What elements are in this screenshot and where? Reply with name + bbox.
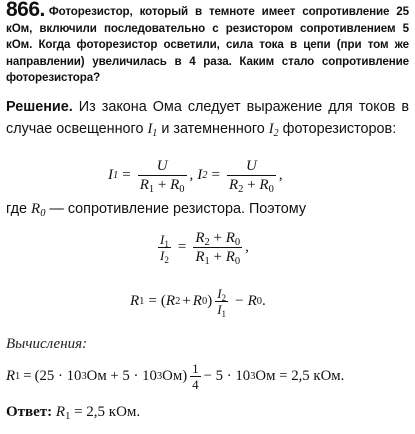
solution-text-3: фоторезисторов: bbox=[282, 120, 397, 137]
current-ratio-formula: $\frac{I_1}{I_2}$ = $\frac{R_2 + R_0}{R_1 + R_0}$ , bbox=[160, 230, 249, 267]
solution-text-1: Из закона Ома следует выражение для токов в случае освещенного bbox=[6, 99, 409, 137]
fraction-one-quarter: $\frac{1}{4}$ bbox=[192, 361, 199, 392]
calculations-label: Вычисления: bbox=[6, 336, 88, 352]
where-line: где $R_0$ — сопротивление резистора. Поэтому bbox=[6, 201, 307, 219]
answer-line: Ответ: $R_1 = 2,5$ кОм. bbox=[6, 404, 141, 422]
fraction-i2-i1: $\frac{I_2}{I_1}$ bbox=[217, 286, 227, 319]
fraction-i1: $\frac{U}{R_1 + R_0}$ bbox=[139, 158, 185, 195]
symbol-i1: $I_1$ bbox=[147, 120, 158, 139]
fraction-resistance-ratio: $\frac{R_2 + R_0}{R_1 + R_0}$ bbox=[195, 230, 241, 267]
solution-text-2: и затемненного bbox=[161, 120, 265, 137]
solution-paragraph bbox=[6, 97, 409, 140]
fraction-i2: $\frac{U}{R_2 + R_0}$ bbox=[229, 158, 274, 195]
problem-text: Фоторезистор, который в темноте имеет сопротивление 25 кОм, включили последовательно с резистором сопротивлением 5 кОм. Когда фоторезистор осветили, сила тока в цепи (при том же направлении) увеличилась в 4 раза. Каким стало сопротивление фоторезистора? bbox=[6, 5, 409, 85]
answer-value: = 2,5 кОм. bbox=[70, 404, 141, 420]
ohm-law-formula: I 1 = $\frac{U}{R_1 + R_0}$ , I 2 = $\frac{U}{R_2 + R_0}$ , bbox=[108, 158, 283, 195]
calculation-line: R 1 = (25 · 10 3 Ом + 5 · 10 3 Ом) $\frac{1}{4}$ − 5 · 10 3 Ом = 2,5 кОм. bbox=[6, 361, 345, 392]
solution-label: Решение. bbox=[6, 99, 73, 115]
symbol-i2: $I_2$ bbox=[268, 120, 279, 139]
resistance-formula: R 1 = ( R 2 + R 0 ) $\frac{I_2}{I_1}$ − R 0 . bbox=[130, 286, 266, 319]
answer-label: Ответ: bbox=[6, 404, 53, 420]
problem-number: 866. bbox=[6, 0, 45, 21]
problem-statement bbox=[6, 2, 409, 87]
fraction-current-ratio: $\frac{I_1}{I_2}$ bbox=[160, 232, 169, 265]
